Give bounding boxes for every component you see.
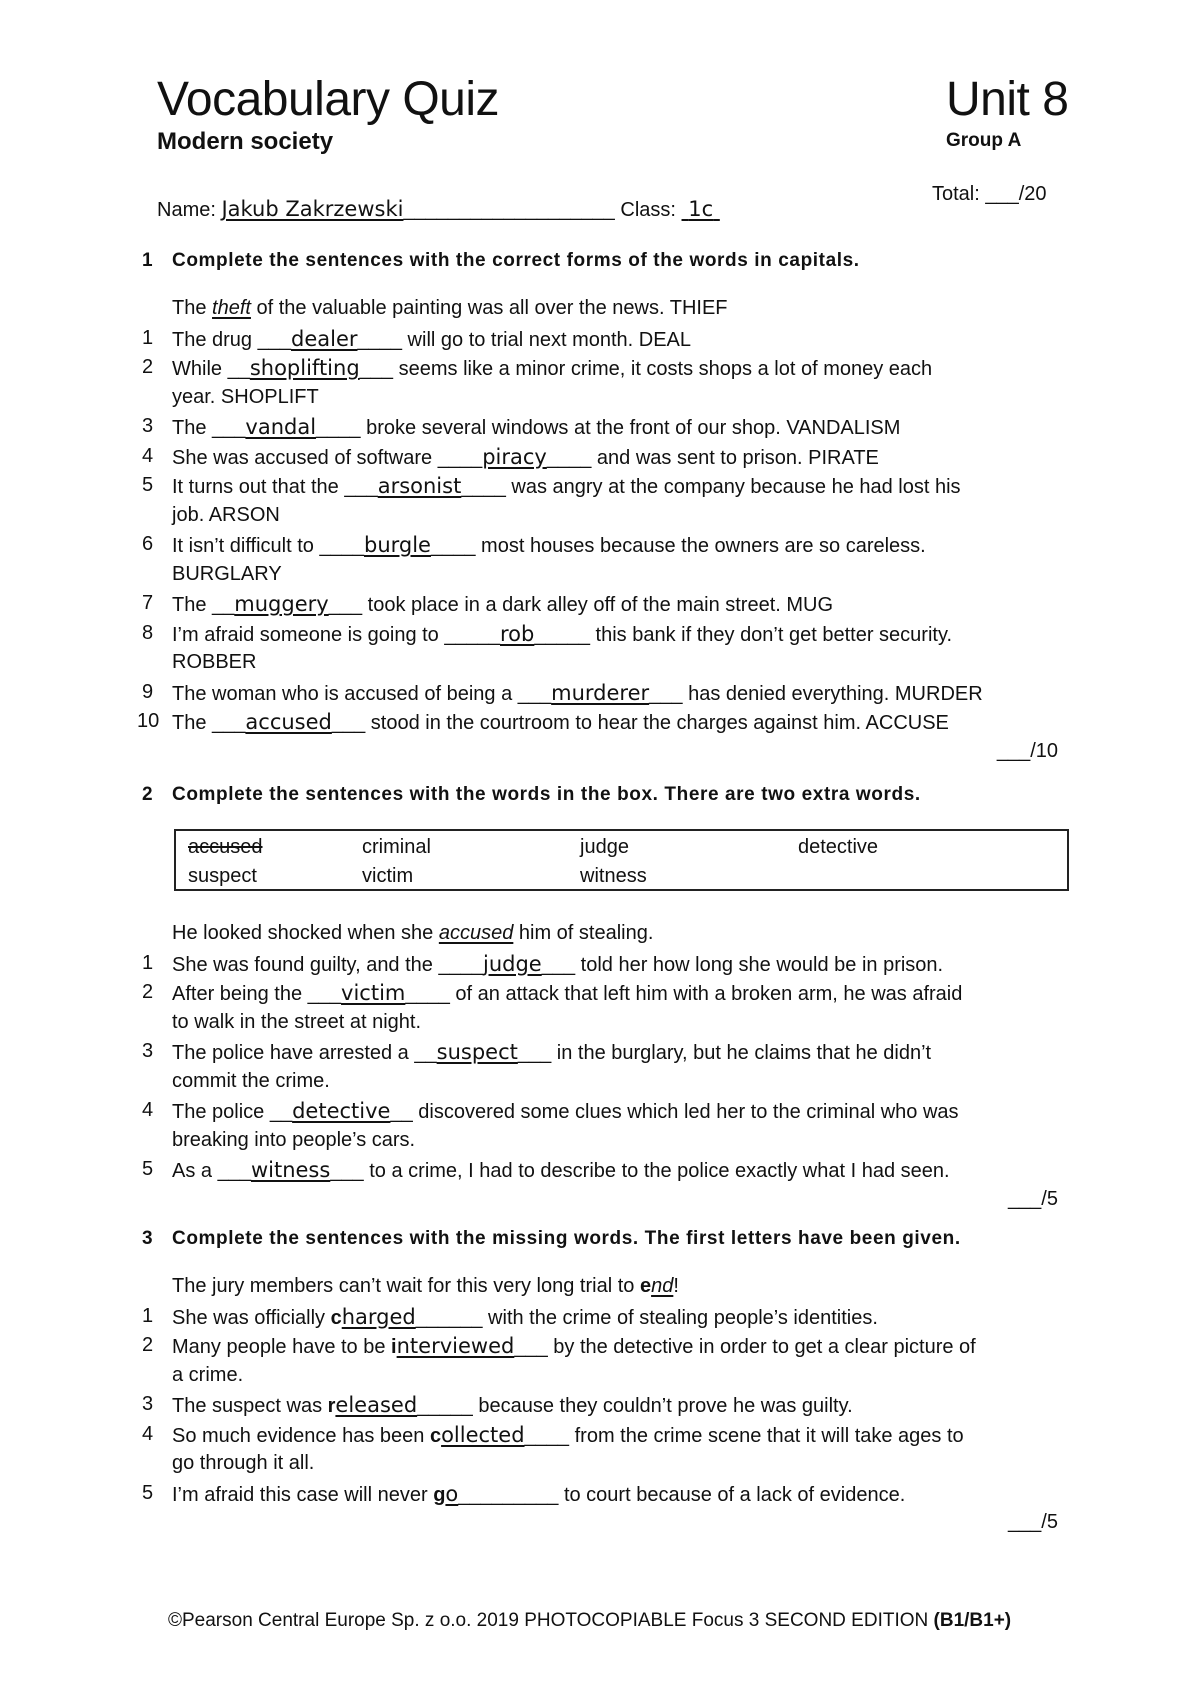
blank: ___ bbox=[212, 417, 246, 439]
item-continuation: to walk in the street at night. bbox=[172, 1010, 422, 1033]
item-text: to a crime, I had to describe to the police exactly what I had seen. bbox=[363, 1160, 950, 1182]
handwritten-answer: ollected bbox=[441, 1422, 525, 1447]
first-letter: c bbox=[330, 1306, 342, 1329]
item-number: 4 bbox=[142, 444, 154, 467]
item-text: discovered some clues which led her to the criminal who was bbox=[412, 1101, 959, 1123]
item-sentence bbox=[172, 445, 879, 470]
name-field[interactable]: Jakub Zakrzewski bbox=[221, 197, 404, 221]
page-subtitle: Modern society bbox=[157, 128, 334, 155]
item-continuation: BURGLARY bbox=[172, 562, 282, 585]
exercise-instruction: Complete the sentences with the correct forms of the words in capitals. bbox=[172, 250, 860, 271]
item-number: 1 bbox=[142, 326, 154, 349]
blank: __ bbox=[269, 1101, 293, 1123]
item-number: 5 bbox=[142, 474, 154, 496]
handwritten-answer: muggery bbox=[234, 592, 329, 616]
footer-text: ©Pearson Central Europe Sp. z o.o. 2019 PHOTOCOPIABLE Focus 3 SECOND EDITION bbox=[168, 1610, 929, 1631]
blank: ____ bbox=[524, 1424, 570, 1447]
item-number: 4 bbox=[142, 1422, 154, 1445]
blank: ____ bbox=[437, 446, 483, 469]
item-number: 5 bbox=[142, 1158, 154, 1180]
answer-field[interactable] bbox=[328, 1395, 473, 1417]
name-label: Name: bbox=[157, 199, 216, 221]
item-number: 6 bbox=[142, 533, 154, 555]
answer-field[interactable] bbox=[438, 951, 576, 976]
blank: ______ bbox=[415, 1306, 483, 1329]
blank: ___ bbox=[541, 953, 576, 976]
blank: ___ bbox=[517, 1042, 552, 1064]
item-number: 9 bbox=[142, 680, 154, 703]
item-text: because they couldn’t prove he was guilty. bbox=[472, 1395, 853, 1417]
item-text: As a bbox=[172, 1160, 218, 1182]
handwritten-answer: vandal bbox=[245, 415, 317, 439]
answer-field[interactable] bbox=[308, 983, 450, 1005]
item-sentence bbox=[172, 533, 926, 558]
item-text: broke several windows at the front of our shop. VANDALISM bbox=[360, 417, 901, 439]
blank: _____ bbox=[417, 1395, 473, 1417]
item-number: 10 bbox=[137, 710, 160, 732]
blank: ____ bbox=[319, 535, 364, 557]
item-sentence bbox=[172, 952, 943, 977]
exercise-instruction: Complete the sentences with the missing words. The first letters have been given. bbox=[172, 1228, 961, 1249]
total-score: Total: ___/20 bbox=[932, 183, 1047, 205]
word-box bbox=[174, 829, 1069, 891]
item-sentence bbox=[172, 710, 949, 735]
item-text: The police have arrested a bbox=[172, 1042, 415, 1064]
handwritten-answer: murderer bbox=[551, 680, 650, 705]
blank: ___ bbox=[257, 328, 291, 351]
item-text: with the crime of stealing people’s identities. bbox=[482, 1306, 878, 1329]
word-box-item: suspect bbox=[188, 865, 257, 887]
item-number: 8 bbox=[142, 621, 154, 644]
item-text: Many people have to be bbox=[172, 1336, 392, 1358]
item-continuation: job. ARSON bbox=[172, 503, 280, 526]
blank: ____ bbox=[438, 953, 483, 976]
item-number: 1 bbox=[142, 951, 154, 974]
blank: ___ bbox=[514, 1336, 548, 1358]
example-text: ! bbox=[673, 1275, 679, 1297]
item-text: The bbox=[172, 417, 213, 439]
answer-field[interactable] bbox=[437, 444, 592, 469]
exercise-number: 1 bbox=[142, 250, 154, 271]
word-box-item: witness bbox=[580, 865, 647, 887]
blank: ___ bbox=[517, 682, 552, 705]
item-sentence bbox=[172, 1305, 878, 1330]
item-text: stood in the courtroom to hear the charges against him. ACCUSE bbox=[365, 712, 949, 734]
item-text: this bank if they don’t get better security. bbox=[589, 623, 953, 646]
item-sentence bbox=[172, 981, 962, 1006]
item-continuation: ROBBER bbox=[172, 651, 257, 673]
answer-field[interactable] bbox=[330, 1304, 483, 1329]
item-text: The woman who is accused of being a bbox=[172, 682, 518, 705]
item-text: of an attack that left him with a broken arm, he was afraid bbox=[449, 983, 963, 1005]
blank: ____ bbox=[405, 983, 450, 1005]
item-sentence bbox=[172, 1158, 950, 1183]
section-score: ___/10 bbox=[996, 739, 1058, 762]
item-text: It turns out that the bbox=[172, 476, 345, 498]
name-blank: ___________________ bbox=[403, 199, 615, 221]
item-text: She was accused of software bbox=[172, 446, 438, 469]
item-sentence bbox=[172, 1393, 853, 1418]
item-number: 2 bbox=[142, 1334, 154, 1356]
item-number: 5 bbox=[142, 1481, 154, 1504]
blank: ___ bbox=[217, 1160, 251, 1182]
blank: __ bbox=[227, 358, 250, 380]
handwritten-answer: harged bbox=[341, 1304, 416, 1329]
item-text: The drug bbox=[172, 328, 258, 351]
word-box-item: victim bbox=[362, 865, 414, 887]
item-number: 3 bbox=[142, 415, 154, 437]
word-box-item: judge bbox=[580, 836, 629, 858]
blank: ____ bbox=[461, 476, 506, 498]
page-title: Vocabulary Quiz bbox=[157, 73, 500, 126]
item-text: will go to trial next month. DEAL bbox=[402, 328, 692, 351]
item-number: 2 bbox=[142, 356, 154, 378]
example-text: of the valuable painting was all over the news. THIEF bbox=[250, 297, 728, 319]
item-number: 1 bbox=[142, 1304, 154, 1327]
item-sentence bbox=[172, 1040, 931, 1065]
item-text: has denied everything. MURDER bbox=[682, 682, 983, 705]
blank: _____ bbox=[444, 623, 500, 646]
blank: ___ bbox=[331, 712, 366, 734]
item-text: from the crime scene that it will take ages to bbox=[569, 1424, 964, 1447]
exercise-number: 3 bbox=[142, 1228, 154, 1249]
item-sentence bbox=[172, 415, 900, 440]
first-letter: r bbox=[327, 1395, 336, 1417]
example-text: him of stealing. bbox=[513, 922, 654, 944]
blank: ___ bbox=[649, 682, 683, 705]
example-sentence bbox=[172, 922, 653, 945]
word-box-item: detective bbox=[798, 836, 879, 858]
blank: _________ bbox=[458, 1483, 559, 1506]
answer-field[interactable] bbox=[270, 1101, 413, 1123]
section-score: ___/5 bbox=[1007, 1187, 1058, 1210]
item-text: I’m afraid someone is going to bbox=[172, 623, 445, 646]
handwritten-answer: detective bbox=[292, 1099, 391, 1123]
blank: __ bbox=[390, 1101, 413, 1123]
answer-field[interactable] bbox=[429, 1422, 570, 1447]
footer bbox=[168, 1610, 1011, 1632]
blank: ____ bbox=[430, 535, 476, 557]
item-number: 3 bbox=[142, 1040, 154, 1062]
example-text: The jury members can’t wait for this very long trial to bbox=[172, 1275, 640, 1297]
handwritten-answer: rob bbox=[500, 621, 535, 646]
item-text: and was sent to prison. PIRATE bbox=[591, 446, 879, 469]
first-letter: g bbox=[433, 1483, 446, 1506]
word-box-item: accused bbox=[188, 836, 263, 858]
example-text: He looked shocked when she bbox=[172, 922, 439, 944]
section-score: ___/5 bbox=[1007, 1511, 1058, 1533]
item-sentence bbox=[172, 1099, 959, 1124]
answer-field[interactable] bbox=[444, 621, 590, 646]
answer-field[interactable] bbox=[257, 326, 402, 351]
item-continuation: go through it all. bbox=[172, 1452, 315, 1474]
first-letter: c bbox=[429, 1424, 442, 1447]
item-text: in the burglary, but he claims that he didn’t bbox=[551, 1042, 932, 1064]
name-row bbox=[157, 197, 720, 222]
blank: __ bbox=[414, 1042, 437, 1064]
blank: ____ bbox=[546, 446, 592, 469]
word-box-item: criminal bbox=[362, 836, 431, 858]
item-text: The bbox=[172, 712, 213, 734]
answer-field[interactable] bbox=[228, 358, 393, 380]
example-text: The bbox=[172, 297, 213, 319]
blank: ____ bbox=[316, 417, 361, 439]
group-label: Group A bbox=[946, 130, 1022, 151]
answer-field[interactable] bbox=[212, 417, 361, 439]
item-text: She was found guilty, and the bbox=[172, 953, 439, 976]
answer-field[interactable] bbox=[414, 1042, 551, 1064]
item-sentence bbox=[172, 474, 961, 499]
item-text: I’m afraid this case will never bbox=[172, 1483, 434, 1506]
answer-field[interactable] bbox=[218, 1160, 364, 1182]
item-text: The suspect was bbox=[172, 1395, 328, 1417]
handwritten-answer: accused bbox=[245, 710, 332, 734]
blank: ___ bbox=[359, 358, 394, 380]
item-number: 4 bbox=[142, 1099, 154, 1121]
item-sentence bbox=[172, 681, 983, 706]
example-answer: accused bbox=[438, 922, 514, 944]
footer-level: (B1/B1+) bbox=[933, 1610, 1012, 1631]
blank: ___ bbox=[344, 476, 378, 498]
item-text: The police bbox=[172, 1101, 270, 1123]
handwritten-answer: witness bbox=[250, 1158, 331, 1182]
handwritten-answer: dealer bbox=[290, 326, 358, 351]
example-first-letter: e bbox=[639, 1275, 652, 1297]
item-text: So much evidence has been bbox=[172, 1424, 430, 1447]
answer-field[interactable] bbox=[517, 680, 683, 705]
handwritten-answer: shoplifting bbox=[249, 356, 360, 380]
item-sentence bbox=[172, 622, 952, 647]
item-number: 3 bbox=[142, 1393, 154, 1415]
exercise-number: 2 bbox=[142, 784, 154, 805]
item-text: told her how long she would be in prison. bbox=[575, 953, 944, 976]
item-sentence bbox=[172, 1482, 905, 1507]
blank: ___ bbox=[307, 983, 342, 1005]
handwritten-answer: nterviewed bbox=[396, 1334, 515, 1358]
handwritten-answer: arsonist bbox=[377, 474, 462, 498]
item-continuation: year. SHOPLIFT bbox=[172, 385, 319, 408]
blank: ___ bbox=[330, 1160, 364, 1182]
handwritten-answer: eleased bbox=[335, 1393, 418, 1417]
item-text: seems like a minor crime, it costs shops a lot of money each bbox=[393, 358, 933, 380]
item-text: The bbox=[172, 594, 213, 616]
blank: __ bbox=[212, 594, 235, 616]
class-field[interactable]: 1c bbox=[688, 197, 714, 221]
handwritten-answer: judge bbox=[482, 951, 542, 976]
answer-field[interactable] bbox=[391, 1336, 548, 1358]
item-text: by the detective in order to get a clear picture of bbox=[547, 1336, 976, 1358]
item-sentence bbox=[172, 1334, 976, 1359]
item-text: She was officially bbox=[172, 1306, 331, 1329]
exercise-instruction: Complete the sentences with the words in the box. There are two extra words. bbox=[172, 784, 921, 805]
item-sentence bbox=[172, 592, 833, 617]
answer-field[interactable] bbox=[433, 1481, 559, 1506]
blank: ___ bbox=[328, 594, 363, 616]
item-continuation: a crime. bbox=[172, 1363, 244, 1386]
item-sentence bbox=[172, 1423, 964, 1448]
blank: ___ bbox=[212, 712, 246, 734]
answer-field[interactable] bbox=[212, 594, 362, 616]
example-sentence bbox=[172, 297, 728, 320]
example-answer: theft bbox=[212, 297, 251, 319]
item-text: While bbox=[172, 358, 228, 380]
item-sentence bbox=[172, 356, 932, 381]
handwritten-answer: o bbox=[445, 1481, 459, 1506]
item-sentence bbox=[172, 327, 691, 352]
example-answer: nd bbox=[651, 1275, 674, 1297]
item-continuation: commit the crime. bbox=[172, 1069, 330, 1092]
item-text: After being the bbox=[172, 983, 308, 1005]
handwritten-answer: victim bbox=[341, 981, 406, 1005]
item-number: 2 bbox=[142, 981, 154, 1003]
first-letter: i bbox=[391, 1336, 397, 1358]
answer-field[interactable] bbox=[344, 476, 506, 498]
item-text: It isn’t difficult to bbox=[172, 535, 320, 557]
item-number: 7 bbox=[142, 592, 154, 614]
answer-field[interactable] bbox=[319, 535, 475, 557]
answer-field[interactable] bbox=[212, 712, 365, 734]
item-text: was angry at the company because he had lost his bbox=[505, 476, 961, 498]
unit-label: Unit 8 bbox=[946, 73, 1069, 126]
item-text: most houses because the owners are so careless. bbox=[475, 535, 926, 557]
item-continuation: breaking into people’s cars. bbox=[172, 1128, 416, 1151]
item-text: took place in a dark alley off of the main street. MUG bbox=[362, 594, 834, 616]
example-sentence bbox=[172, 1275, 679, 1298]
handwritten-answer: suspect bbox=[436, 1040, 518, 1064]
handwritten-answer: piracy bbox=[482, 444, 547, 469]
blank: _____ bbox=[534, 623, 590, 646]
blank: ____ bbox=[357, 328, 402, 351]
item-text: to court because of a lack of evidence. bbox=[558, 1483, 906, 1506]
handwritten-answer: burgle bbox=[363, 533, 431, 557]
class-label: Class: bbox=[620, 199, 676, 221]
